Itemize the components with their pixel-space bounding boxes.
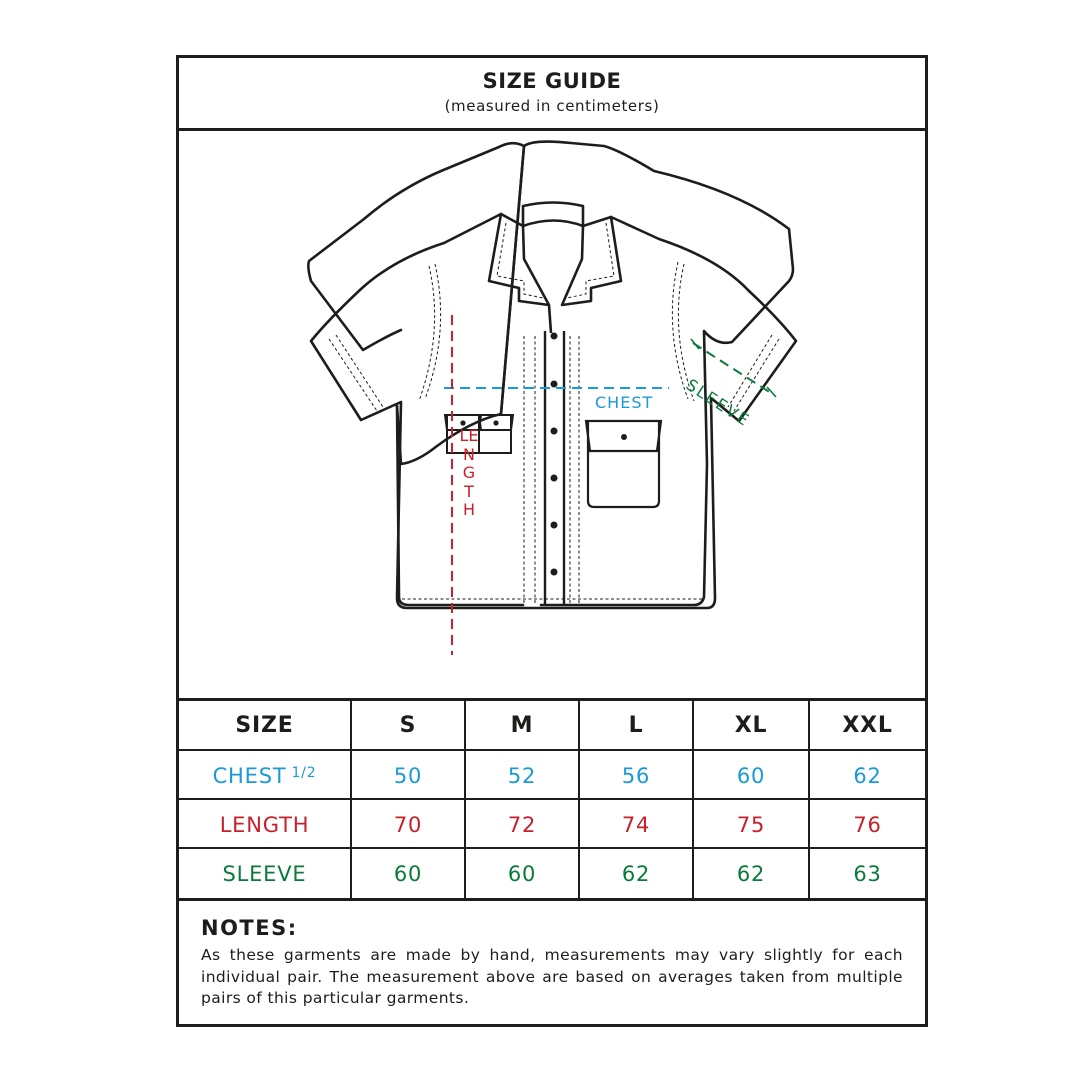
row-label-length: LENGTH — [219, 812, 310, 837]
page-title: SIZE GUIDE — [482, 69, 622, 93]
size-table — [179, 698, 925, 901]
column-header-xxl: XXL — [842, 713, 893, 738]
notes-title: NOTES: — [201, 916, 298, 940]
column-header-xl: XL — [734, 713, 768, 738]
table-cell: 62 — [621, 861, 651, 886]
length-label: LENGTH — [459, 426, 479, 519]
table-cell: 60 — [507, 861, 537, 886]
table-cell: 62 — [853, 763, 882, 788]
row-label-sleeve: SLEEVE — [222, 861, 307, 886]
column-header-m: M — [510, 713, 534, 738]
shirt-illustration — [179, 131, 925, 698]
table-cell: 75 — [736, 812, 766, 837]
chest-label: CHEST — [595, 393, 654, 412]
table-header-row — [179, 701, 925, 750]
table-cell: 56 — [621, 763, 651, 788]
sleeve-label: SLEEVE — [682, 375, 754, 431]
table-cell: 60 — [736, 763, 766, 788]
notes-text: As these garments are made by hand, measurements may vary slightly for each individual pair. The measurement above are based on averages taken from multiple pairs of this particular garments. — [201, 946, 903, 1007]
table-cell: 72 — [507, 812, 537, 837]
table-cell: 60 — [393, 861, 423, 886]
notes-section — [179, 898, 925, 1024]
row-label-chest: CHEST 1/2 — [212, 763, 317, 788]
column-header-l: L — [628, 713, 644, 738]
page-subtitle: (measured in centimeters) — [444, 97, 660, 115]
table-cell: 52 — [507, 763, 537, 788]
column-header-size: SIZE — [235, 713, 294, 738]
column-header-s: S — [399, 713, 417, 738]
table-row-chest — [179, 751, 925, 800]
size-guide-card — [176, 55, 928, 1027]
table-cell: 50 — [393, 763, 423, 788]
table-row-sleeve — [179, 849, 925, 898]
size-guide-header — [179, 58, 925, 131]
table-cell: 74 — [621, 812, 651, 837]
table-cell: 70 — [393, 812, 423, 837]
shirt-icon — [179, 131, 925, 698]
table-cell: 76 — [853, 812, 882, 837]
table-cell: 63 — [853, 861, 882, 886]
table-cell: 62 — [736, 861, 766, 886]
table-row-length — [179, 800, 925, 849]
